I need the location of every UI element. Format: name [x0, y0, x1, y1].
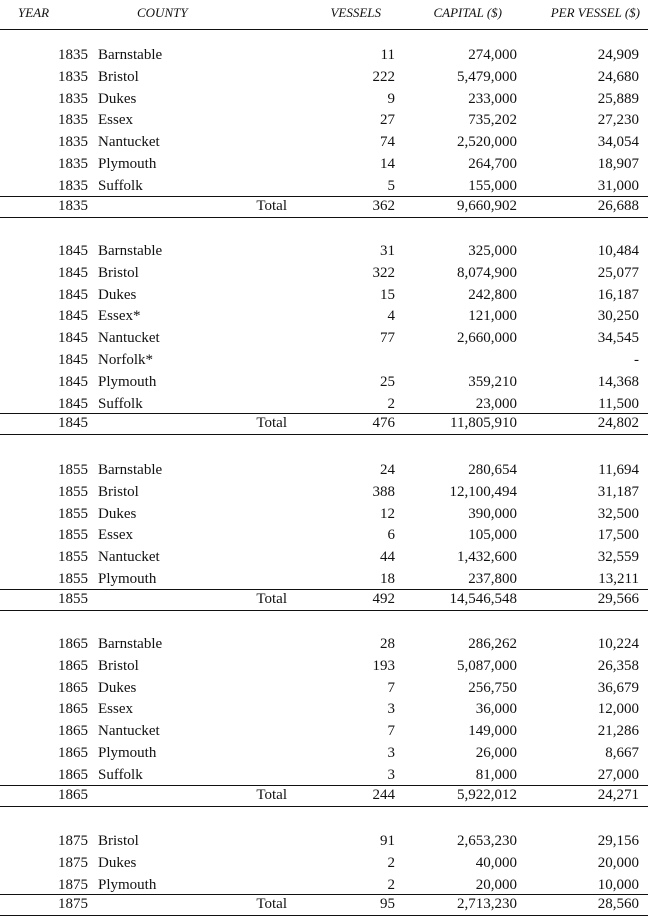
cell-per-vessel: 20,000	[597, 854, 639, 871]
cell-capital: 237,800	[468, 571, 517, 587]
total-label: Total	[256, 786, 287, 803]
cell-per-vessel: 27,000	[597, 766, 639, 783]
table-row	[0, 504, 648, 526]
cell-capital: 155,000	[468, 177, 517, 194]
cell-county: Bristol	[98, 833, 139, 849]
total-capital: 2,713,230	[457, 896, 517, 913]
table-row	[0, 875, 648, 897]
cell-per-vessel: 32,500	[597, 505, 639, 522]
cell-capital: 23,000	[475, 395, 517, 412]
table-row	[0, 831, 648, 853]
total-year: 1845	[58, 415, 88, 432]
table-row	[0, 743, 648, 765]
total-row	[0, 894, 648, 916]
cell-per-vessel: 36,679	[597, 679, 639, 696]
cell-vessels: 28	[380, 636, 395, 652]
cell-county: Bristol	[98, 657, 139, 674]
cell-capital: 121,000	[468, 308, 517, 325]
cell-year: 1875	[58, 876, 88, 893]
cell-county: Norfolk*	[98, 352, 153, 368]
cell-vessels: 3	[387, 701, 395, 718]
cell-capital: 359,210	[468, 373, 517, 390]
table-row	[0, 110, 648, 132]
cell-county: Bristol	[98, 483, 139, 500]
cell-capital: 233,000	[468, 90, 517, 107]
cell-capital: 390,000	[468, 505, 517, 522]
cell-per-vessel: 24,680	[597, 68, 639, 85]
cell-per-vessel: 24,909	[597, 47, 639, 63]
cell-vessels: 24	[380, 462, 395, 478]
cell-year: 1855	[58, 462, 88, 478]
cell-per-vessel: 14,368	[597, 373, 639, 390]
cell-vessels: 2	[387, 876, 395, 893]
cell-capital: 280,654	[468, 462, 517, 478]
table-header	[0, 0, 648, 30]
cell-capital: 286,262	[468, 636, 517, 652]
cell-year: 1835	[58, 156, 88, 172]
cell-vessels: 12	[380, 505, 395, 522]
cell-per-vessel: 13,211	[598, 571, 639, 587]
total-per-vessel: 26,688	[597, 197, 639, 214]
cell-year: 1835	[58, 112, 88, 129]
cell-vessels: 3	[387, 766, 395, 783]
cell-per-vessel: 11,500	[598, 395, 639, 412]
cell-per-vessel: 8,667	[605, 745, 639, 761]
total-vessels: 95	[380, 896, 395, 913]
cell-capital: 40,000	[475, 854, 517, 871]
cell-per-vessel: 12,000	[597, 701, 639, 718]
cell-per-vessel: 17,500	[597, 527, 639, 544]
cell-year: 1855	[58, 571, 88, 587]
cell-capital: 5,087,000	[457, 657, 517, 674]
cell-per-vessel: 26,358	[597, 657, 639, 674]
header-vessels: VESSELS	[330, 5, 381, 20]
cell-per-vessel: 31,187	[597, 483, 639, 500]
cell-capital: 5,479,000	[457, 68, 517, 85]
cell-year: 1835	[58, 177, 88, 194]
table-row	[0, 241, 648, 263]
cell-per-vessel: 31,000	[597, 177, 639, 194]
table-row	[0, 699, 648, 721]
cell-vessels: 11	[380, 47, 395, 63]
table-row	[0, 525, 648, 547]
total-label: Total	[256, 197, 287, 214]
table-row	[0, 372, 648, 394]
total-capital: 11,805,910	[450, 415, 517, 432]
cell-county: Barnstable	[98, 47, 163, 63]
cell-per-vessel: 18,907	[597, 156, 639, 172]
cell-vessels: 9	[387, 90, 395, 107]
total-year: 1855	[58, 590, 88, 607]
cell-capital: 256,750	[468, 679, 517, 696]
cell-year: 1855	[58, 549, 88, 566]
cell-per-vessel: 34,054	[597, 134, 639, 151]
cell-county: Essex	[98, 701, 133, 718]
cell-county: Barnstable	[98, 636, 163, 652]
header-county: COUNTY	[137, 5, 188, 20]
cell-vessels: 74	[380, 134, 395, 151]
cell-capital: 264,700	[468, 156, 517, 172]
total-row	[0, 196, 648, 218]
cell-capital: 735,202	[468, 112, 517, 129]
cell-county: Essex	[98, 112, 133, 129]
total-row	[0, 589, 648, 611]
cell-year: 1875	[58, 854, 88, 871]
cell-per-vessel: 32,559	[597, 549, 639, 566]
cell-county: Bristol	[98, 264, 139, 281]
cell-per-vessel: 25,077	[597, 264, 639, 281]
table-row	[0, 67, 648, 89]
cell-year: 1875	[58, 833, 88, 849]
cell-vessels: 322	[372, 264, 395, 281]
cell-capital: 242,800	[468, 286, 517, 303]
cell-vessels: 91	[380, 833, 395, 849]
cell-vessels: 7	[387, 679, 395, 696]
table-row	[0, 482, 648, 504]
cell-per-vessel: 25,889	[597, 90, 639, 107]
cell-county: Nantucket	[98, 134, 160, 151]
cell-capital: 81,000	[475, 766, 517, 783]
total-per-vessel: 29,566	[597, 590, 639, 607]
table-row	[0, 132, 648, 154]
cell-per-vessel: 10,000	[597, 876, 639, 893]
table-row	[0, 176, 648, 198]
total-per-vessel: 28,560	[597, 896, 639, 913]
cell-capital: 12,100,494	[449, 483, 517, 500]
cell-per-vessel: 29,156	[597, 833, 639, 849]
cell-capital: 274,000	[468, 47, 517, 63]
table-row	[0, 656, 648, 678]
cell-vessels: 31	[380, 243, 395, 259]
total-capital: 5,922,012	[457, 786, 517, 803]
cell-vessels: 15	[380, 286, 395, 303]
cell-year: 1855	[58, 505, 88, 522]
cell-county: Nantucket	[98, 549, 160, 566]
total-per-vessel: 24,271	[597, 786, 639, 803]
cell-vessels: 25	[380, 373, 395, 390]
cell-per-vessel: 34,545	[597, 330, 639, 347]
cell-year: 1865	[58, 701, 88, 718]
cell-capital: 2,653,230	[457, 833, 517, 849]
cell-county: Suffolk	[98, 395, 143, 412]
cell-per-vessel: 10,224	[597, 636, 639, 652]
cell-vessels: 193	[372, 657, 395, 674]
total-per-vessel: 24,802	[597, 415, 639, 432]
cell-year: 1845	[58, 395, 88, 412]
cell-per-vessel: 10,484	[597, 243, 639, 259]
cell-vessels: 77	[380, 330, 395, 347]
cell-capital: 1,432,600	[457, 549, 517, 566]
cell-year: 1835	[58, 68, 88, 85]
total-capital: 9,660,902	[457, 197, 517, 214]
cell-vessels: 7	[387, 723, 395, 740]
cell-per-vessel: 30,250	[597, 308, 639, 325]
table-row	[0, 328, 648, 350]
total-vessels: 362	[372, 197, 395, 214]
cell-per-vessel: -	[634, 352, 639, 368]
cell-vessels: 2	[387, 395, 395, 412]
cell-year: 1865	[58, 679, 88, 696]
cell-vessels: 27	[380, 112, 395, 129]
table-row	[0, 853, 648, 875]
cell-county: Barnstable	[98, 243, 163, 259]
total-label: Total	[256, 415, 287, 432]
cell-vessels: 388	[372, 483, 395, 500]
cell-year: 1865	[58, 745, 88, 761]
table-row	[0, 394, 648, 416]
cell-county: Dukes	[98, 286, 137, 303]
total-year: 1875	[58, 896, 88, 913]
cell-per-vessel: 27,230	[597, 112, 639, 129]
header-capital: CAPITAL ($)	[433, 5, 502, 20]
cell-year: 1855	[58, 483, 88, 500]
cell-year: 1865	[58, 636, 88, 652]
cell-per-vessel: 11,694	[598, 462, 639, 478]
total-vessels: 476	[372, 415, 395, 432]
cell-year: 1835	[58, 47, 88, 63]
cell-vessels: 14	[380, 156, 395, 172]
cell-county: Suffolk	[98, 177, 143, 194]
cell-vessels: 222	[372, 68, 395, 85]
table-row	[0, 678, 648, 700]
cell-capital: 36,000	[475, 701, 517, 718]
cell-capital: 8,074,900	[457, 264, 517, 281]
cell-year: 1835	[58, 90, 88, 107]
cell-county: Dukes	[98, 505, 137, 522]
cell-per-vessel: 21,286	[597, 723, 639, 740]
cell-capital: 149,000	[468, 723, 517, 740]
header-per-vessel: PER VESSEL ($)	[550, 5, 640, 20]
cell-year: 1845	[58, 286, 88, 303]
total-label: Total	[256, 590, 287, 607]
cell-per-vessel: 16,187	[597, 286, 639, 303]
cell-capital: 2,520,000	[457, 134, 517, 151]
cell-year: 1845	[58, 352, 88, 368]
table-row	[0, 154, 648, 176]
cell-county: Bristol	[98, 68, 139, 85]
cell-county: Plymouth	[98, 876, 157, 893]
total-row	[0, 785, 648, 807]
cell-year: 1865	[58, 766, 88, 783]
cell-year: 1845	[58, 243, 88, 259]
cell-capital: 325,000	[468, 243, 517, 259]
cell-capital: 20,000	[475, 876, 517, 893]
cell-county: Suffolk	[98, 766, 143, 783]
table-row	[0, 460, 648, 482]
cell-county: Dukes	[98, 679, 137, 696]
cell-vessels: 4	[387, 308, 395, 325]
cell-vessels: 2	[387, 854, 395, 871]
table-row	[0, 350, 648, 372]
table-row	[0, 547, 648, 569]
table-row	[0, 765, 648, 787]
table-row	[0, 45, 648, 67]
table-row	[0, 569, 648, 591]
cell-year: 1855	[58, 527, 88, 544]
cell-year: 1865	[58, 657, 88, 674]
cell-vessels: 6	[387, 527, 395, 544]
header-year: YEAR	[18, 5, 50, 20]
cell-county: Nantucket	[98, 723, 160, 740]
cell-vessels: 3	[387, 745, 395, 761]
total-vessels: 492	[372, 590, 395, 607]
total-capital: 14,546,548	[449, 590, 517, 607]
total-vessels: 244	[372, 786, 395, 803]
cell-capital: 105,000	[468, 527, 517, 544]
cell-county: Essex*	[98, 308, 141, 325]
cell-year: 1845	[58, 308, 88, 325]
cell-county: Plymouth	[98, 745, 157, 761]
table-row	[0, 89, 648, 111]
table-row	[0, 721, 648, 743]
cell-county: Dukes	[98, 854, 137, 871]
cell-capital: 26,000	[475, 745, 517, 761]
cell-year: 1845	[58, 330, 88, 347]
cell-county: Plymouth	[98, 373, 157, 390]
cell-county: Nantucket	[98, 330, 160, 347]
table-row	[0, 285, 648, 307]
cell-county: Plymouth	[98, 571, 157, 587]
cell-year: 1845	[58, 264, 88, 281]
total-row	[0, 413, 648, 435]
cell-vessels: 18	[380, 571, 395, 587]
table-row	[0, 263, 648, 285]
total-year: 1865	[58, 786, 88, 803]
cell-county: Plymouth	[98, 156, 157, 172]
cell-year: 1845	[58, 373, 88, 390]
cell-year: 1865	[58, 723, 88, 740]
cell-county: Essex	[98, 527, 133, 544]
total-year: 1835	[58, 197, 88, 214]
cell-county: Dukes	[98, 90, 137, 107]
cell-capital: 2,660,000	[457, 330, 517, 347]
cell-year: 1835	[58, 134, 88, 151]
cell-vessels: 5	[387, 177, 395, 194]
total-label: Total	[256, 896, 287, 913]
table-row	[0, 634, 648, 656]
cell-county: Barnstable	[98, 462, 163, 478]
cell-vessels: 44	[380, 549, 395, 566]
table-row	[0, 306, 648, 328]
